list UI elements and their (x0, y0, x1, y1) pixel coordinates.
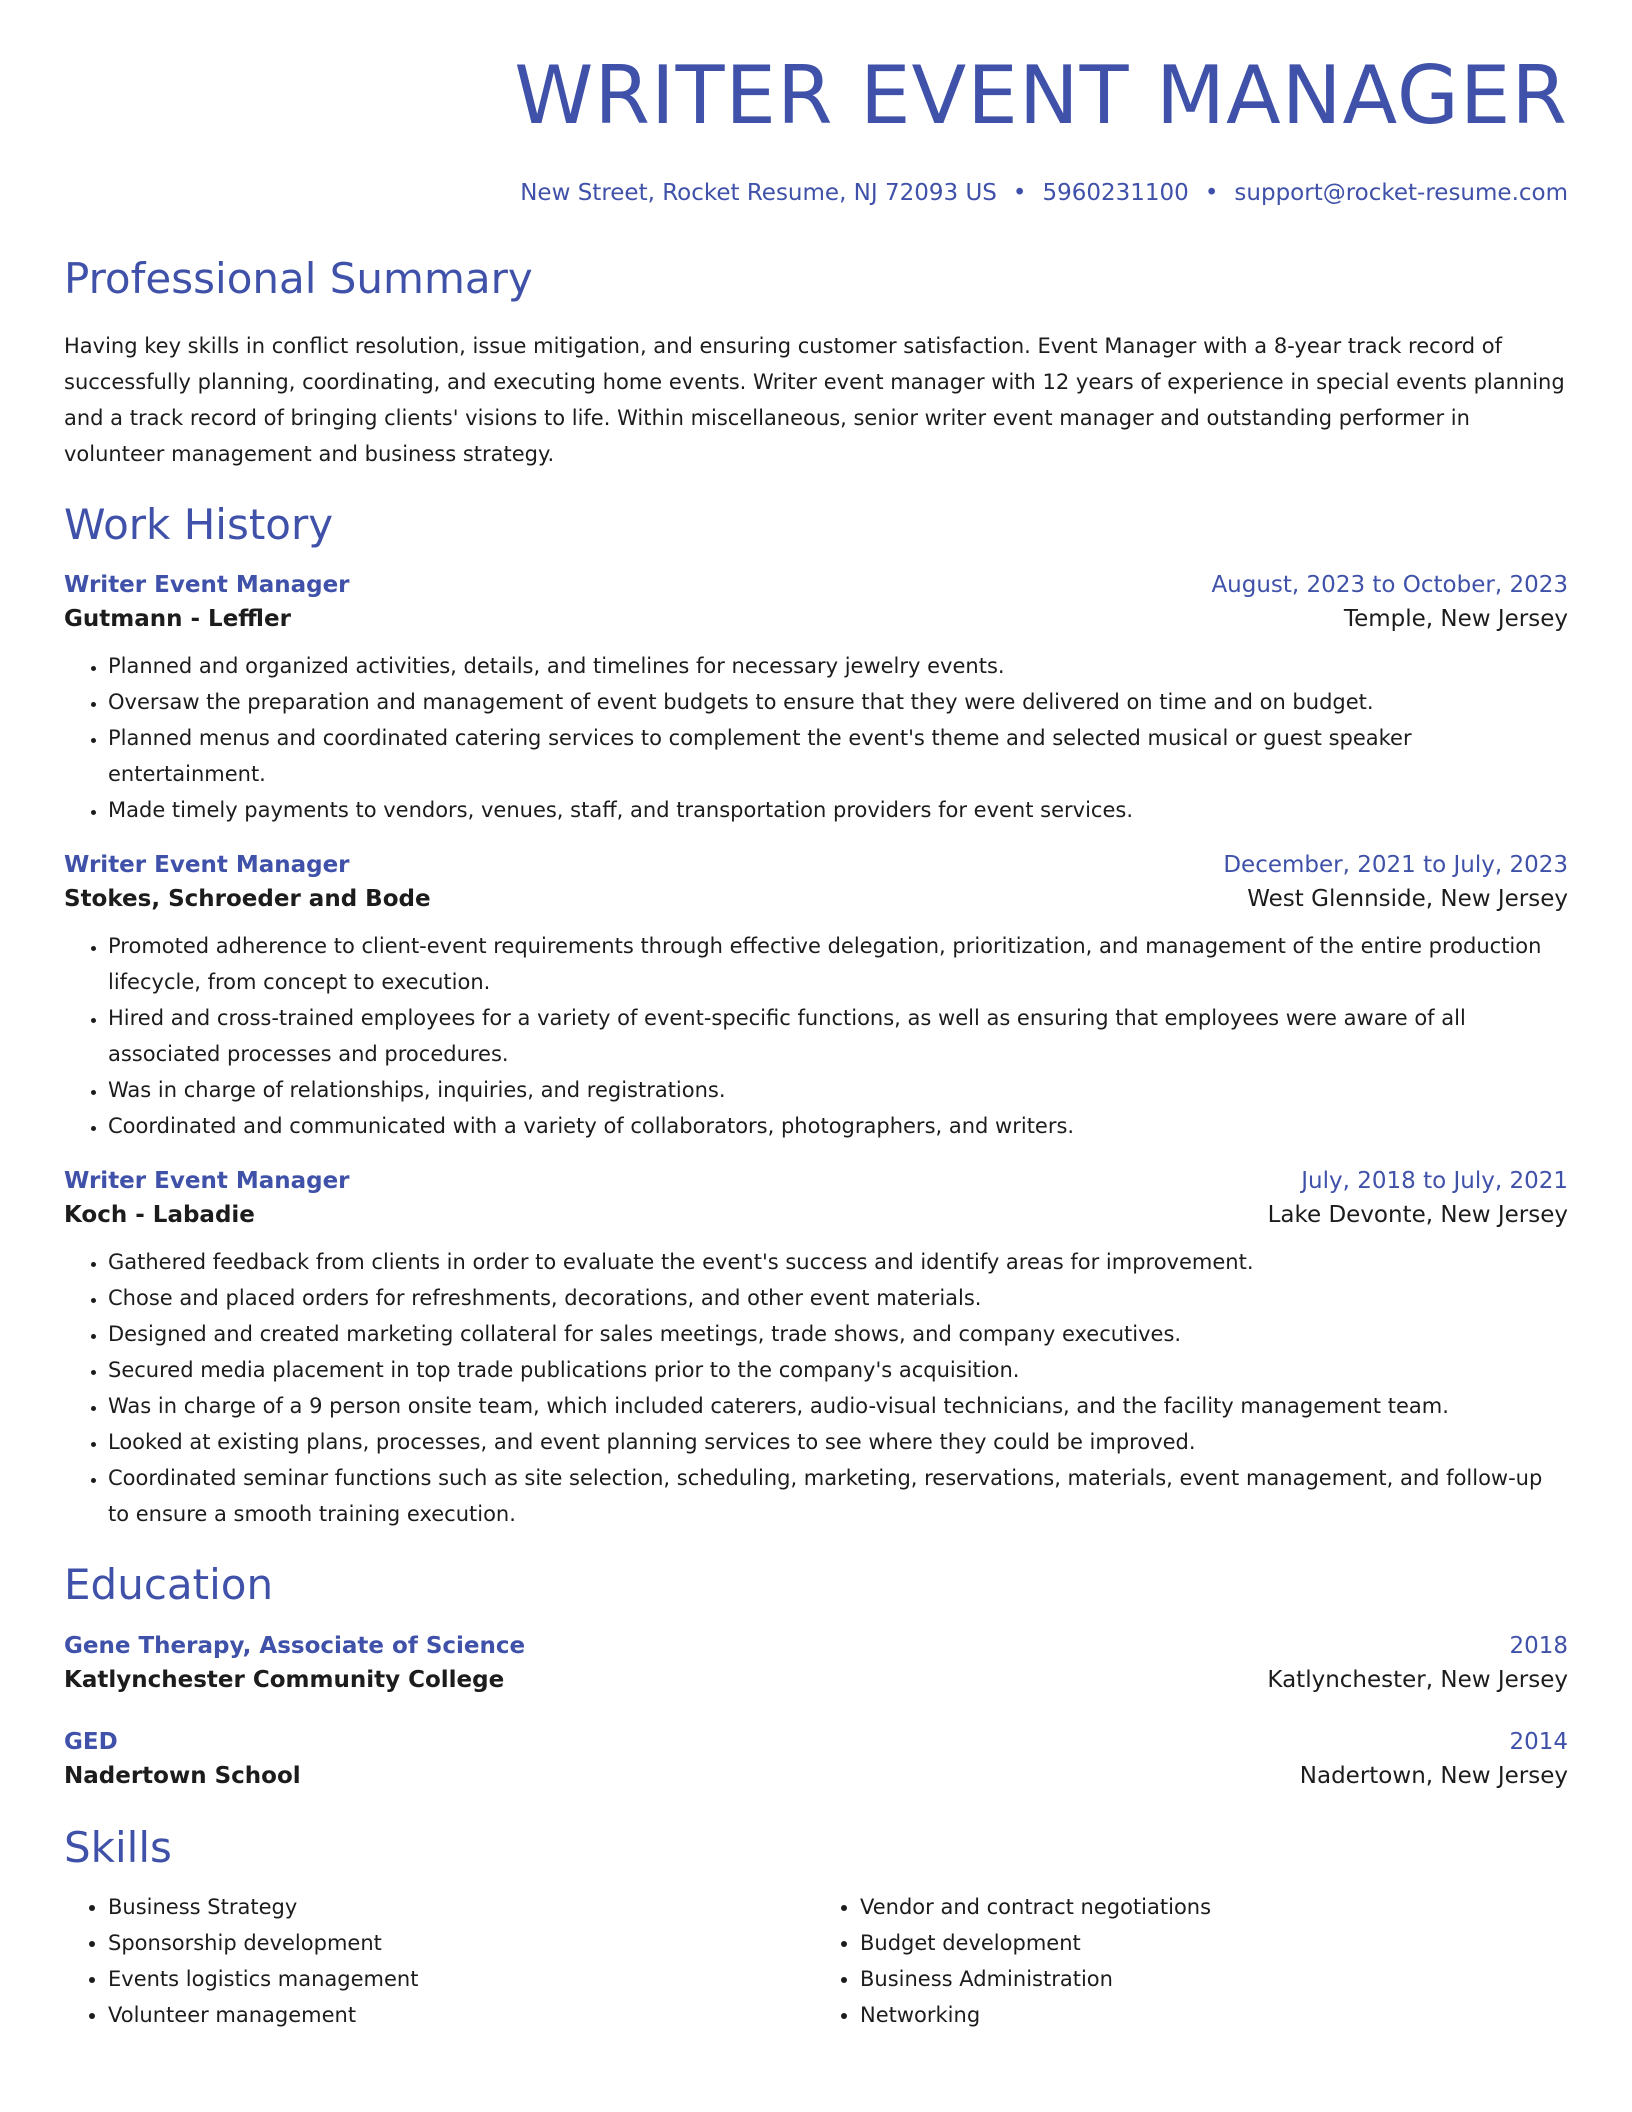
contact-address: New Street, Rocket Resume, NJ 72093 US (520, 180, 997, 206)
education-location: Nadertown, New Jersey (1299, 1762, 1568, 1789)
job-bullets (64, 1244, 1568, 1532)
skill-item: • Sponsorship development (108, 1925, 816, 1961)
skill-item: • Events logistics management (108, 1961, 816, 1997)
job-dates: July, 2018 to July, 2021 (1301, 1168, 1568, 1195)
job-dates: August, 2023 to October, 2023 (1211, 572, 1568, 599)
education-entry (64, 1729, 1568, 1789)
job-bullet: • Was in charge of a 9 person onsite team, which included caterers, audio-visual technicians, and the facility management team. (108, 1388, 1568, 1424)
contact-phone: 5960231100 (1042, 180, 1189, 206)
job-bullet: • Made timely payments to vendors, venues, staff, and transportation providers for event services. (108, 792, 1568, 828)
job-bullet: • Hired and cross-trained employees for a variety of event-specific functions, as well as ensuring that employees were aware of all associated processes and procedures. (108, 1000, 1568, 1072)
job-company: Koch - Labadie (64, 1202, 255, 1229)
skill-item: • Budget development (860, 1925, 1568, 1961)
job-bullet: • Chose and placed orders for refreshments, decorations, and other event materials. (108, 1280, 1568, 1316)
summary-text: Having key skills in conflict resolution, issue mitigation, and ensuring customer satisfaction. Event Manager with a 8-year track record of successfully planning, coordinating, and executing home events. Writer event manager with 12 years of experience in special events planning and a track record of bringing clients' visions to life. Within miscellaneous, senior writer event manager and outstanding performer in volunteer management and business strategy. (64, 334, 1565, 467)
job-bullet: • Oversaw the preparation and management of event budgets to ensure that they were delivered on time and on budget. (108, 684, 1568, 720)
contact-separator: • (1204, 180, 1219, 206)
job-entry (64, 852, 1568, 1144)
summary-heading: Professional Summary (64, 254, 533, 303)
education-location: Katlynchester, New Jersey (1267, 1666, 1568, 1693)
work-history-heading: Work History (64, 500, 334, 550)
job-bullet: • Coordinated and communicated with a variety of collaborators, photographers, and writers. (108, 1108, 1568, 1144)
job-entry (64, 572, 1568, 828)
skills-column-right (816, 1889, 1568, 2033)
job-bullet: • Coordinated seminar functions such as site selection, scheduling, marketing, reservations, materials, event management, and follow-up to ensure a smooth training execution. (108, 1460, 1568, 1532)
job-bullets (64, 648, 1568, 828)
job-bullet: • Planned and organized activities, details, and timelines for necessary jewelry events. (108, 648, 1568, 684)
job-bullet: • Designed and created marketing collateral for sales meetings, trade shows, and company executives. (108, 1316, 1568, 1352)
skills-heading: Skills (64, 1822, 172, 1872)
contact-line (64, 180, 1568, 206)
job-bullet: • Secured media placement in top trade publications prior to the company's acquisition. (108, 1352, 1568, 1388)
contact-email: support@rocket-resume.com (1234, 180, 1568, 206)
job-title: Writer Event Manager (64, 852, 350, 879)
job-company: Stokes, Schroeder and Bode (64, 886, 431, 913)
education-school: Katlynchester Community College (64, 1666, 505, 1693)
skill-item: • Business Administration (860, 1961, 1568, 1997)
job-bullet: • Looked at existing plans, processes, and event planning services to see where they could be improved. (108, 1424, 1568, 1460)
contact-separator: • (1012, 180, 1027, 206)
job-title: Writer Event Manager (64, 572, 350, 599)
education-heading: Education (64, 1560, 274, 1610)
education-entry (64, 1633, 1568, 1693)
job-location: Temple, New Jersey (1343, 606, 1568, 633)
resume-name: WRITER EVENT MANAGER (514, 49, 1568, 142)
job-company: Gutmann - Leffler (64, 606, 291, 633)
skills-column-left (64, 1889, 816, 2033)
skill-item: • Vendor and contract negotiations (860, 1889, 1568, 1925)
job-bullet: • Was in charge of relationships, inquiries, and registrations. (108, 1072, 1568, 1108)
education-school: Nadertown School (64, 1762, 301, 1789)
job-location: Lake Devonte, New Jersey (1267, 1202, 1568, 1229)
job-location: West Glennside, New Jersey (1247, 886, 1568, 913)
education-degree: GED (64, 1728, 118, 1755)
job-entry (64, 1168, 1568, 1532)
skill-item: • Business Strategy (108, 1889, 816, 1925)
education-year: 2018 (1509, 1632, 1568, 1659)
job-bullet: • Gathered feedback from clients in order to evaluate the event's success and identify areas for improvement. (108, 1244, 1568, 1280)
job-bullets (64, 928, 1568, 1144)
skill-item: • Networking (860, 1997, 1568, 2033)
education-year: 2014 (1509, 1728, 1568, 1755)
job-bullet: • Promoted adherence to client-event requirements through effective delegation, prioritization, and management of the entire production lifecycle, from concept to execution. (108, 928, 1568, 1000)
skills-list (64, 1889, 1568, 2033)
job-bullet: • Planned menus and coordinated catering services to complement the event's theme and selected musical or guest speaker entertainment. (108, 720, 1568, 792)
job-dates: December, 2021 to July, 2023 (1223, 852, 1568, 879)
education-degree: Gene Therapy, Associate of Science (64, 1632, 526, 1659)
skill-item: • Volunteer management (108, 1997, 816, 2033)
job-title: Writer Event Manager (64, 1168, 350, 1195)
